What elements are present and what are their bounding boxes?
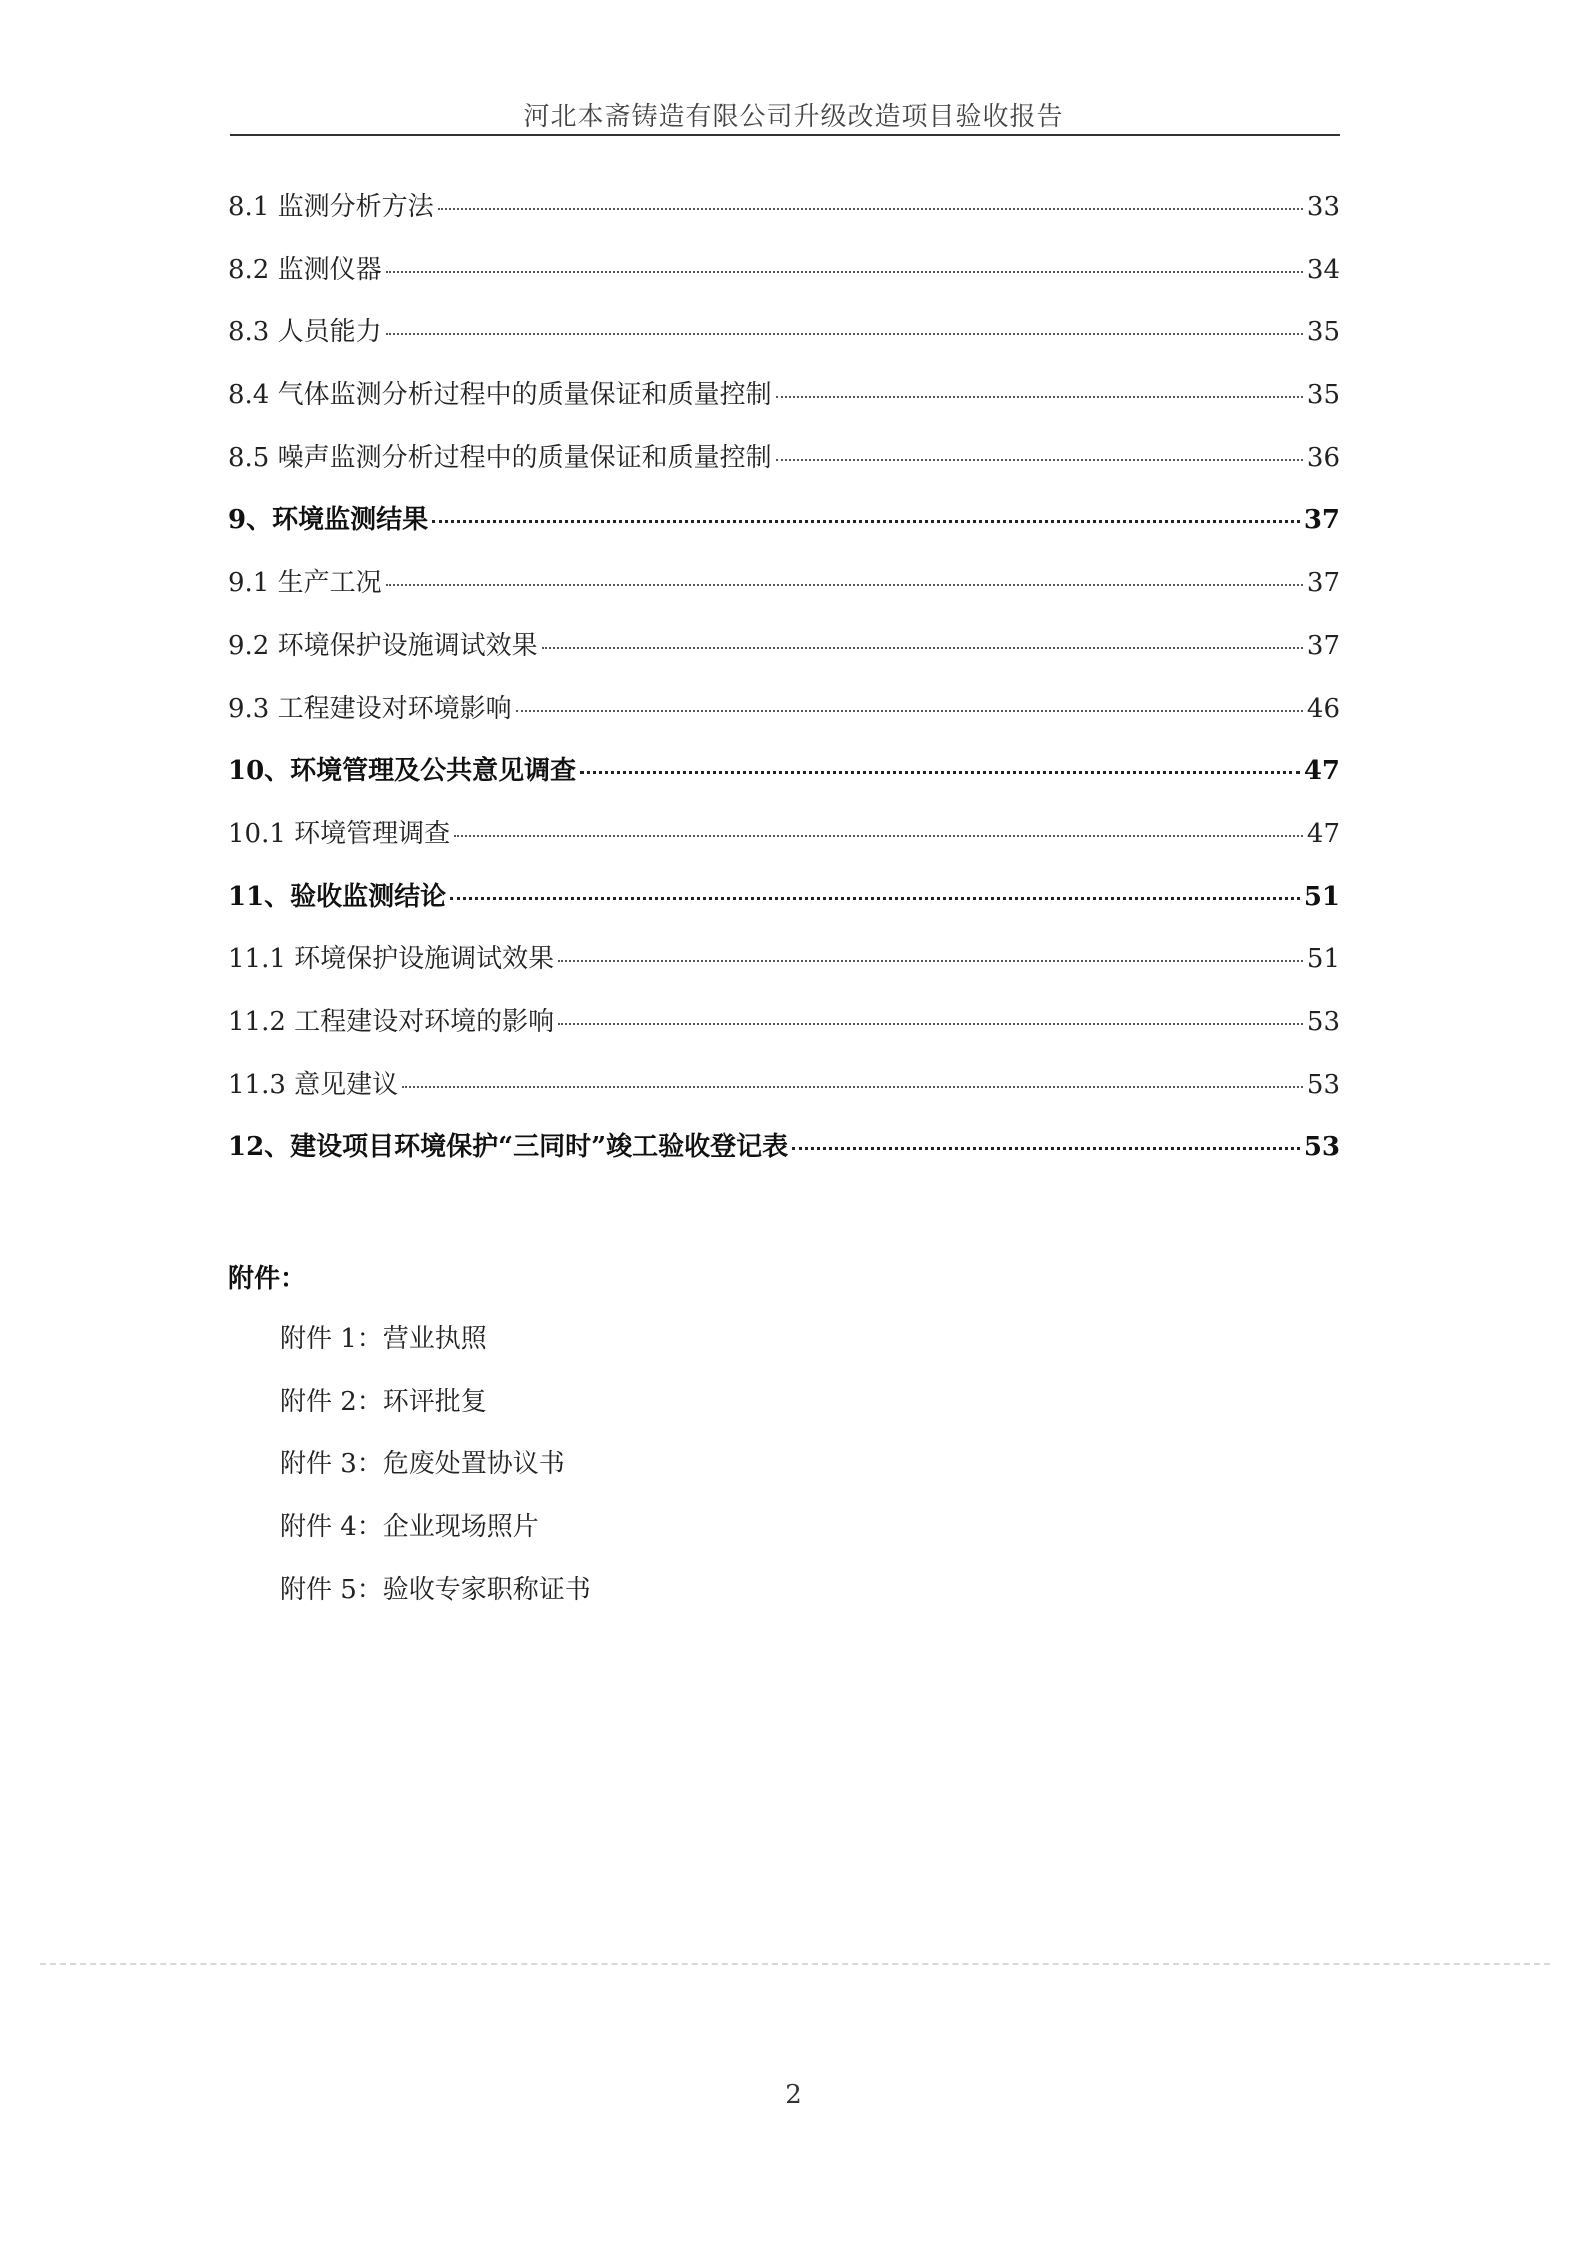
toc-entry — [228, 813, 1340, 876]
toc-entry — [228, 625, 1340, 688]
toc-dot-leader — [432, 520, 1300, 523]
attachment-item: 附件 2：环评批复 — [280, 1386, 487, 1417]
toc-entry-page: 35 — [1306, 380, 1340, 411]
toc-entry-page: 51 — [1303, 881, 1340, 912]
toc-entry-page: 33 — [1306, 192, 1340, 222]
toc-dot-leader — [386, 584, 1303, 586]
toc-entry-page: 53 — [1306, 1069, 1340, 1100]
toc-entry-title: 9.3 工程建设对环境影响 — [228, 693, 512, 724]
toc-entry-title: 9.2 环境保护设施调试效果 — [228, 630, 538, 661]
toc-entry-title: 8.5 噪声监测分析过程中的质量保证和质量控制 — [228, 442, 772, 473]
toc-entry-title: 10、环境管理及公共意见调查 — [228, 756, 577, 787]
toc-entry — [228, 1064, 1340, 1127]
toc-entry-page: 53 — [1306, 1006, 1340, 1037]
toc-entry-page: 51 — [1306, 944, 1340, 975]
page-number: 2 — [785, 2080, 802, 2110]
toc-dot-leader — [450, 897, 1300, 900]
attachment-item: 附件 4：企业现场照片 — [280, 1512, 539, 1543]
toc-entry-page: 53 — [1303, 1132, 1340, 1163]
toc-entry — [228, 186, 1340, 249]
toc-entry — [228, 688, 1340, 751]
toc-entry — [228, 938, 1340, 1001]
toc-entry-title: 8.1 监测分析方法 — [228, 192, 434, 222]
toc-entry — [228, 562, 1340, 625]
toc-entry-title: 9、环境监测结果 — [228, 505, 429, 536]
toc-entry-title: 10.1 环境管理调查 — [228, 818, 451, 849]
attachments-heading: 附件： — [228, 1264, 307, 1294]
scan-artifact-line — [40, 1963, 1550, 1965]
table-of-contents — [228, 186, 1340, 1189]
toc-entry-page: 34 — [1306, 254, 1340, 285]
toc-entry — [228, 750, 1340, 813]
toc-dot-leader — [558, 1023, 1303, 1025]
toc-entry — [228, 311, 1340, 374]
toc-entry-page: 37 — [1306, 568, 1340, 599]
toc-entry-title: 11.2 工程建设对环境的影响 — [228, 1006, 555, 1037]
toc-entry — [228, 1001, 1340, 1064]
toc-entry-title: 11.1 环境保护设施调试效果 — [228, 944, 555, 975]
toc-dot-leader — [776, 459, 1303, 461]
toc-dot-leader — [454, 835, 1303, 837]
toc-entry-title: 11、验收监测结论 — [228, 881, 447, 912]
toc-entry — [228, 1126, 1340, 1189]
toc-entry-title: 8.4 气体监测分析过程中的质量保证和质量控制 — [228, 380, 772, 411]
toc-entry — [228, 437, 1340, 500]
toc-entry-page: 47 — [1303, 756, 1340, 787]
toc-entry-page: 47 — [1306, 818, 1340, 849]
toc-entry-page: 37 — [1306, 630, 1340, 661]
toc-entry-page: 36 — [1306, 442, 1340, 473]
toc-entry-page: 35 — [1306, 317, 1340, 348]
toc-dot-leader — [580, 771, 1300, 774]
toc-entry-title: 8.3 人员能力 — [228, 317, 382, 348]
toc-dot-leader — [438, 208, 1303, 210]
toc-dot-leader — [792, 1147, 1300, 1150]
toc-dot-leader — [386, 333, 1303, 335]
toc-entry-title: 9.1 生产工况 — [228, 568, 382, 599]
attachment-item: 附件 3：危废处置协议书 — [280, 1449, 565, 1480]
toc-dot-leader — [386, 271, 1303, 273]
toc-entry-page: 37 — [1303, 505, 1340, 536]
toc-dot-leader — [516, 710, 1303, 712]
toc-entry-title: 8.2 监测仪器 — [228, 254, 382, 285]
toc-dot-leader — [542, 647, 1303, 649]
header-divider — [230, 134, 1340, 136]
attachment-item: 附件 1：营业执照 — [280, 1324, 487, 1354]
toc-entry-page: 46 — [1306, 693, 1340, 724]
attachment-item: 附件 5：验收专家职称证书 — [280, 1574, 591, 1605]
toc-dot-leader — [402, 1086, 1303, 1088]
toc-entry — [228, 499, 1340, 562]
toc-entry — [228, 374, 1340, 437]
toc-entry-title: 11.3 意见建议 — [228, 1069, 399, 1100]
toc-entry — [228, 249, 1340, 312]
toc-dot-leader — [776, 396, 1303, 398]
attachments-list — [280, 1318, 591, 1631]
toc-dot-leader — [558, 960, 1303, 962]
toc-entry-title: 12、建设项目环境保护“三同时”竣工验收登记表 — [228, 1132, 789, 1163]
toc-entry — [228, 876, 1340, 939]
report-header-title: 河北本斋铸造有限公司升级改造项目验收报告 — [523, 102, 1064, 132]
